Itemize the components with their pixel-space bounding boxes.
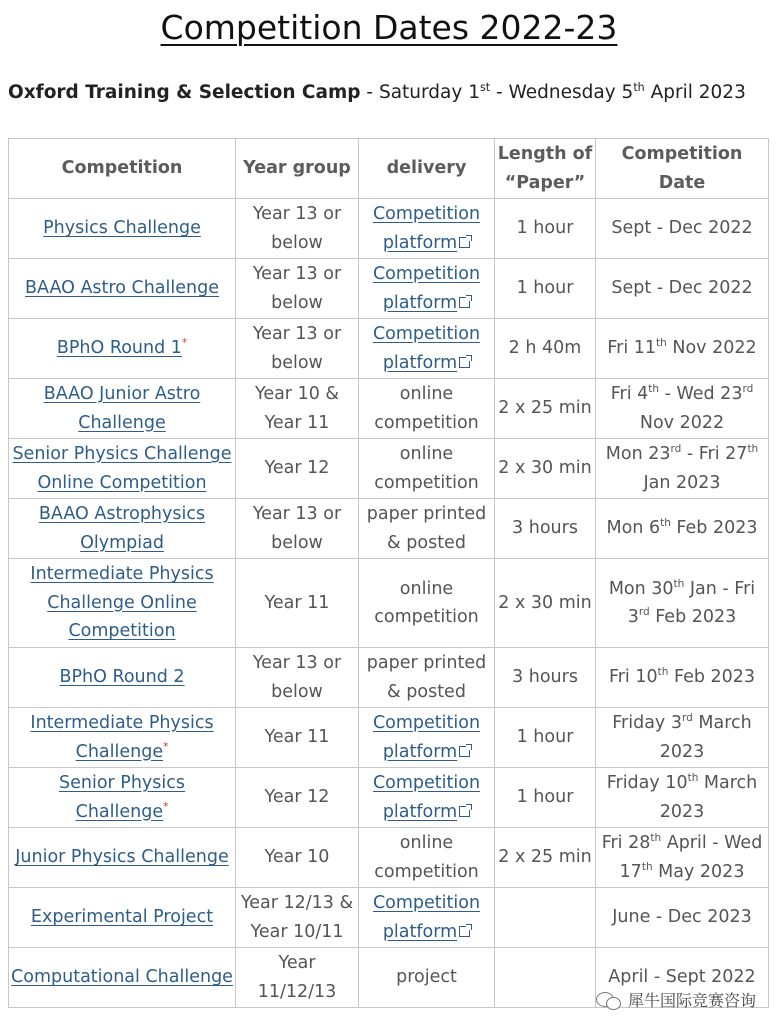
- cell-year-group: Year 13 or below: [236, 499, 359, 559]
- cell-date: Fri 28th April - Wed 17th May 2023: [596, 828, 769, 888]
- header-date: Competition Date: [596, 139, 769, 199]
- delivery-text: online competition: [374, 578, 479, 627]
- cell-competition: [9, 439, 236, 499]
- competition-link[interactable]: Senior Physics Challenge: [58, 773, 185, 822]
- cell-year-group: Year 12/13 & Year 10/11: [236, 888, 359, 948]
- cell-delivery: [359, 379, 495, 439]
- competition-link[interactable]: BAAO Astrophysics Olympiad: [38, 504, 206, 553]
- cell-competition: [9, 828, 236, 888]
- cell-delivery: [359, 648, 495, 708]
- table-row: [9, 499, 769, 559]
- cell-date: Sept - Dec 2022: [596, 199, 769, 259]
- competition-link[interactable]: Experimental Project: [30, 907, 214, 928]
- cell-length: 2 h 40m: [495, 319, 596, 379]
- cell-delivery: [359, 499, 495, 559]
- competition-link[interactable]: BPhO Round 1: [56, 338, 182, 359]
- delivery-text: paper printed & posted: [366, 653, 487, 702]
- cell-year-group: Year 11: [236, 708, 359, 768]
- delivery-text: online competition: [374, 384, 479, 433]
- external-link-icon: [459, 806, 470, 817]
- table-row: [9, 708, 769, 768]
- cell-delivery: [359, 708, 495, 768]
- cell-length: 2 x 25 min: [495, 379, 596, 439]
- camp-date-start: - Saturday 1: [360, 82, 480, 103]
- delivery-text: paper printed & posted: [366, 504, 487, 553]
- cell-date: June - Dec 2023: [596, 888, 769, 948]
- competition-platform-link[interactable]: Competition platform: [372, 264, 481, 313]
- cell-length: 3 hours: [495, 499, 596, 559]
- footnote-star: *: [181, 337, 188, 350]
- cell-length: 3 hours: [495, 648, 596, 708]
- cell-year-group: Year 13 or below: [236, 648, 359, 708]
- cell-competition: [9, 259, 236, 319]
- table-row: [9, 439, 769, 499]
- watermark: [596, 988, 756, 1011]
- header-year-group: Year group: [236, 139, 359, 199]
- competition-link[interactable]: Junior Physics Challenge: [15, 847, 229, 868]
- cell-competition: [9, 499, 236, 559]
- competition-link[interactable]: Intermediate Physics Challenge: [30, 713, 214, 762]
- cell-delivery: [359, 199, 495, 259]
- cell-year-group: Year 13 or below: [236, 199, 359, 259]
- table-row: [9, 888, 769, 948]
- external-link-icon: [459, 926, 470, 937]
- cell-year-group: Year 13 or below: [236, 319, 359, 379]
- cell-date: Sept - Dec 2022: [596, 259, 769, 319]
- table-row: [9, 319, 769, 379]
- cell-competition: [9, 708, 236, 768]
- cell-year-group: Year 12: [236, 439, 359, 499]
- competition-table: [8, 138, 769, 1008]
- cell-delivery: [359, 259, 495, 319]
- header-length: Length of “Paper”: [495, 139, 596, 199]
- cell-length: 1 hour: [495, 259, 596, 319]
- competition-link[interactable]: BAAO Astro Challenge: [25, 278, 219, 299]
- table-header-row: [9, 139, 769, 199]
- cell-length: 2 x 30 min: [495, 439, 596, 499]
- delivery-text: online competition: [374, 444, 479, 493]
- cell-date: Mon 6th Feb 2023: [596, 499, 769, 559]
- cell-competition: [9, 948, 236, 1008]
- camp-dates-line: Oxford Training & Selection Camp - Saturday 1st - Wednesday 5th April 2023: [8, 80, 746, 103]
- cell-date: Fri 10th Feb 2023: [596, 648, 769, 708]
- cell-length: 1 hour: [495, 199, 596, 259]
- table-row: [9, 559, 769, 648]
- camp-name: Oxford Training & Selection Camp: [8, 82, 361, 103]
- cell-year-group: Year 12: [236, 768, 359, 828]
- cell-delivery: [359, 888, 495, 948]
- competition-link[interactable]: BAAO Junior Astro Challenge: [43, 384, 201, 433]
- cell-delivery: [359, 439, 495, 499]
- competition-platform-link[interactable]: Competition platform: [372, 893, 481, 942]
- competition-platform-link[interactable]: Competition platform: [372, 773, 481, 822]
- cell-year-group: Year 10: [236, 828, 359, 888]
- competition-link[interactable]: BPhO Round 2: [59, 667, 185, 688]
- delivery-text: online competition: [374, 833, 479, 882]
- cell-year-group: Year 11: [236, 559, 359, 648]
- header-competition: Competition: [9, 139, 236, 199]
- competition-link[interactable]: Physics Challenge: [43, 218, 201, 239]
- cell-delivery: [359, 768, 495, 828]
- cell-length: 2 x 30 min: [495, 559, 596, 648]
- delivery-text: project: [396, 967, 457, 988]
- table-row: [9, 379, 769, 439]
- table-row: [9, 199, 769, 259]
- competition-link[interactable]: Senior Physics Challenge Online Competition: [12, 444, 232, 493]
- competition-platform-link[interactable]: Competition platform: [372, 324, 481, 373]
- camp-date-end: - Wednesday 5: [490, 82, 634, 103]
- cell-competition: [9, 648, 236, 708]
- page-title: Competition Dates 2022-23: [160, 8, 618, 47]
- cell-year-group: Year 13 or below: [236, 259, 359, 319]
- competition-link[interactable]: Computational Challenge: [11, 967, 233, 988]
- cell-delivery: [359, 828, 495, 888]
- cell-competition: [9, 559, 236, 648]
- cell-delivery: [359, 948, 495, 1008]
- footnote-star: *: [163, 740, 169, 753]
- cell-length: [495, 888, 596, 948]
- external-link-icon: [459, 746, 470, 757]
- cell-year-group: Year 11/12/13: [236, 948, 359, 1008]
- footnote-star: *: [163, 800, 169, 813]
- table-row: [9, 768, 769, 828]
- cell-length: 2 x 25 min: [495, 828, 596, 888]
- cell-length: 1 hour: [495, 708, 596, 768]
- cell-competition: [9, 199, 236, 259]
- table-row: [9, 828, 769, 888]
- cell-date: Mon 23rd - Fri 27th Jan 2023: [596, 439, 769, 499]
- watermark-text: 犀牛国际竞赛咨询: [627, 991, 756, 1010]
- cell-date: Friday 3rd March 2023: [596, 708, 769, 768]
- cell-competition: [9, 768, 236, 828]
- external-link-icon: [459, 297, 470, 308]
- cell-year-group: Year 10 & Year 11: [236, 379, 359, 439]
- cell-date: April - Sept 2022: [596, 948, 769, 1008]
- cell-competition: [9, 319, 236, 379]
- cell-competition: [9, 888, 236, 948]
- cell-date: Fri 4th - Wed 23rd Nov 2022: [596, 379, 769, 439]
- competition-platform-link[interactable]: Competition platform: [372, 204, 481, 253]
- cell-length: [495, 948, 596, 1008]
- cell-date: Mon 30th Jan - Fri 3rd Feb 2023: [596, 559, 769, 648]
- external-link-icon: [459, 237, 470, 248]
- competition-link[interactable]: Intermediate Physics Challenge Online Competition: [30, 564, 214, 642]
- table-row: [9, 259, 769, 319]
- competition-platform-link[interactable]: Competition platform: [372, 713, 481, 762]
- cell-date: Fri 11th Nov 2022: [596, 319, 769, 379]
- cell-competition: [9, 379, 236, 439]
- table-row: [9, 648, 769, 708]
- wechat-icon: [596, 990, 622, 1010]
- cell-date: Friday 10th March 2023: [596, 768, 769, 828]
- cell-delivery: [359, 319, 495, 379]
- cell-delivery: [359, 559, 495, 648]
- header-delivery: delivery: [359, 139, 495, 199]
- cell-length: 1 hour: [495, 768, 596, 828]
- external-link-icon: [459, 357, 470, 368]
